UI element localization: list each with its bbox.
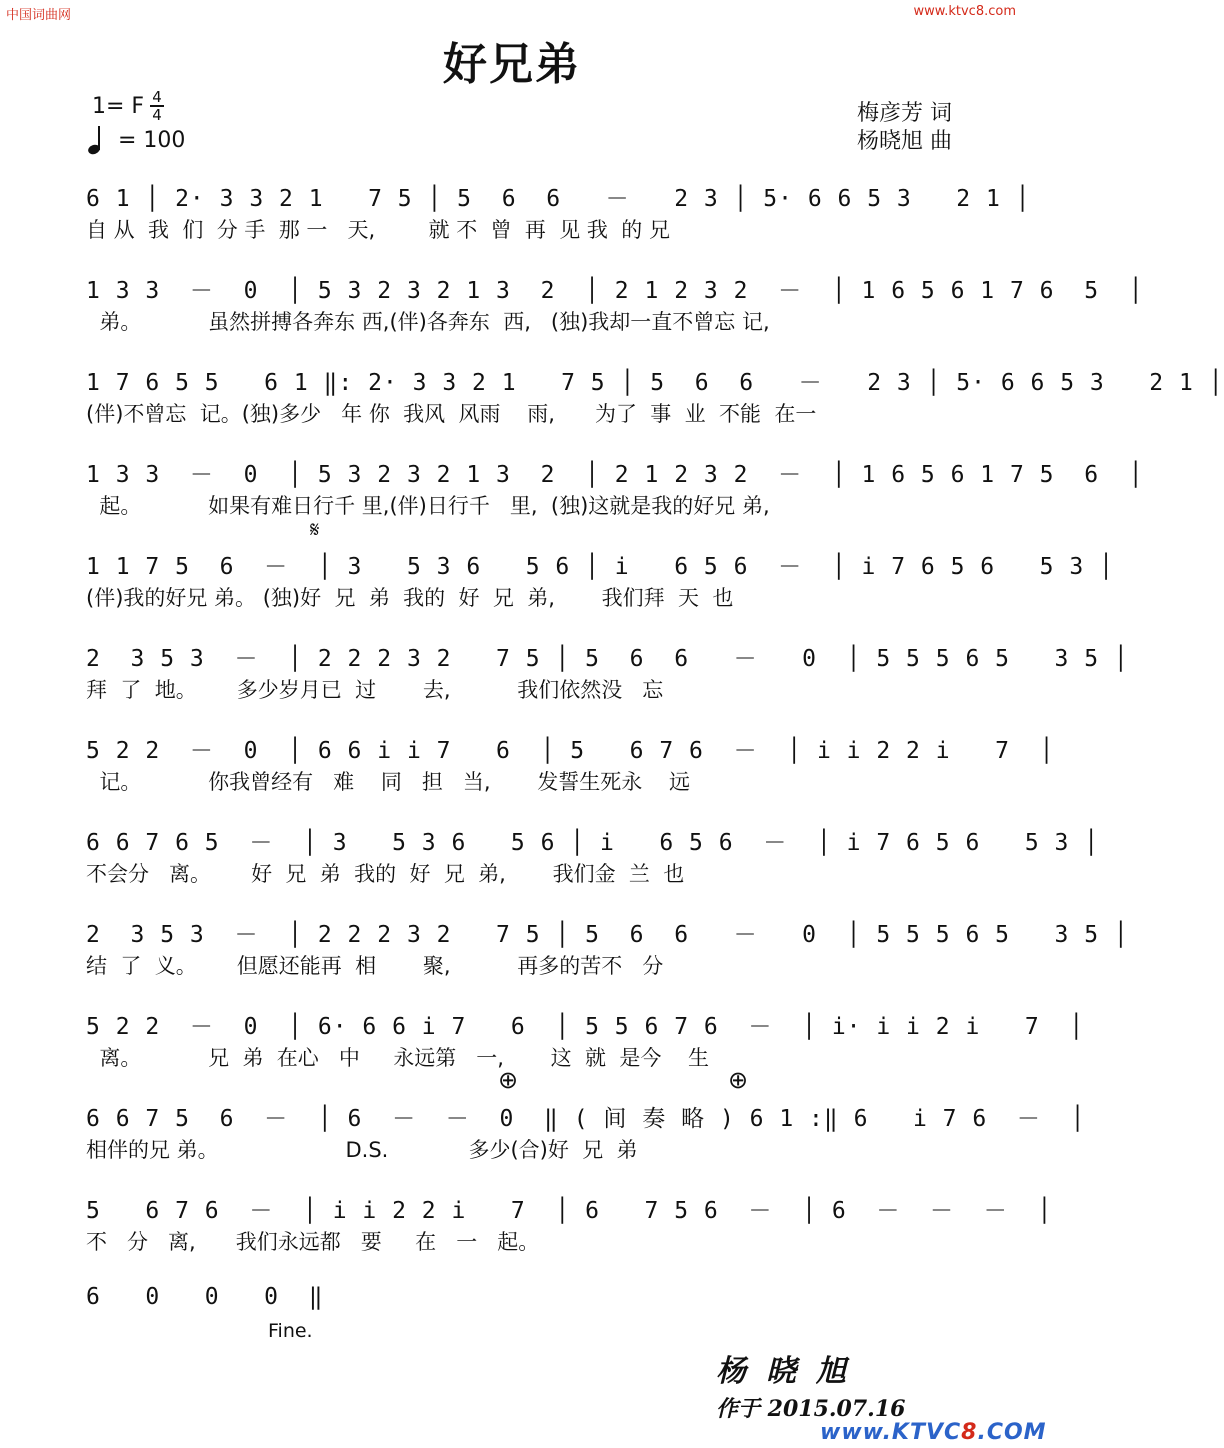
lyrics-line: 结 了 义。 但愿还能再 相 聚, 再多的苦不 分 <box>86 954 664 978</box>
notation-line: 5 6 7 6 － │ i i 2 2 i 7 │ 6 7 5 6 － │ 6 － － － │ <box>86 1198 1053 1224</box>
composer-credit: 杨晓旭 曲 <box>857 129 952 154</box>
tempo-value: = 100 <box>118 127 186 153</box>
notation-line: 1 3 3 － 0 │ 5 3 2 3 2 1 3 2 │ 2 1 2 3 2 － │ 1 6 5 6 1 7 5 6 │ <box>86 462 1144 488</box>
notation-line: 5 2 2 － 0 │ 6 6 i i 7 6 │ 5 6 7 6 － │ i i 2 2 i 7 │ <box>86 738 1055 764</box>
fine-marking: Fine. <box>268 1320 313 1342</box>
song-title: 好兄弟 <box>443 39 581 90</box>
notation-line: 6 1 │ 2· 3 3 2 1 7 5 │ 5 6 6 － 2 3 │ 5· 6 6 5 3 2 1 │ <box>86 186 1031 212</box>
time-signature <box>150 90 164 122</box>
notation-line: 1 1 7 5 6 － │ 3 5 3 6 5 6 │ i 6 5 6 － │ i 7 6 5 6 5 3 │ <box>86 554 1114 580</box>
notation-line: 2 3 5 3 － │ 2 2 2 3 2 7 5 │ 5 6 6 － 0 │ 5 5 5 6 5 3 5 │ <box>86 646 1129 672</box>
notation-line: 1 7 6 5 5 6 1 ‖: 2· 3 3 2 1 7 5 │ 5 6 6 － 2 3 │ 5· 6 6 5 3 2 1 │ <box>86 370 1224 396</box>
lyrics-line: 记。 你我曾经有 难 同 担 当, 发誓生死永 远 <box>86 770 690 794</box>
watermark-part: 8 <box>961 1420 978 1445</box>
lyricist-credit: 梅彦芳 词 <box>857 101 952 126</box>
time-signature-bottom: 4 <box>152 106 162 124</box>
site-name-left[interactable]: 中国词曲网 <box>6 8 72 23</box>
lyrics-line: 离。 兄 弟 在心 中 永远第 一, 这 就 是今 生 <box>86 1046 710 1070</box>
watermark-part: www.KTVC <box>820 1420 962 1445</box>
segno-sign: 𝄋 <box>310 518 320 543</box>
notation-line: 6 0 0 0 ‖ <box>86 1284 324 1310</box>
coda-sign: ⊕ <box>498 1066 519 1094</box>
time-signature-top: 4 <box>152 88 162 106</box>
coda-sign: ⊕ <box>728 1066 749 1094</box>
watermark-part: .COM <box>977 1420 1047 1445</box>
lyrics-line: 相伴的兄 弟。 D.S. 多少(合)好 兄 弟 <box>86 1138 638 1162</box>
notation-line: 5 2 2 － 0 │ 6· 6 6 i 7 6 │ 5 5 6 7 6 － │ i· i i 2 i 7 │ <box>86 1014 1085 1040</box>
lyrics-line: 拜 了 地。 多少岁月已 过 去, 我们依然没 忘 <box>86 678 664 702</box>
watermark-logo[interactable] <box>820 1420 1047 1445</box>
lyrics-line: (伴)我的好兄 弟。 (独)好 兄 弟 我的 好 兄 弟, 我们拜 天 也 <box>86 586 734 610</box>
tempo-marking <box>86 126 185 154</box>
notation-line: 6 6 7 5 6 － │ 6 － － 0 ‖ ( 间 奏 略 ) 6 1 :‖ 6 i 7 6 － │ <box>86 1106 1086 1132</box>
lyrics-line: (伴)不曾忘 记。(独)多少 年 你 我风 风雨 雨, 为了 事 业 不能 在一 <box>86 402 817 426</box>
lyrics-line: 弟。 虽然拼搏各奔东 西,(伴)各奔东 西, (独)我却一直不曾忘 记, <box>86 310 770 334</box>
site-url-right[interactable]: www.ktvc8.com <box>913 4 1016 19</box>
lyrics-line: 自 从 我 们 分 手 那 一 天, 就 不 曾 再 见 我 的 兄 <box>86 218 670 242</box>
quarter-note-icon <box>86 126 110 154</box>
notation-line: 2 3 5 3 － │ 2 2 2 3 2 7 5 │ 5 6 6 － 0 │ 5 5 5 6 5 3 5 │ <box>86 922 1129 948</box>
notation-line: 6 6 7 6 5 － │ 3 5 3 6 5 6 │ i 6 5 6 － │ i 7 6 5 6 5 3 │ <box>86 830 1100 856</box>
lyrics-line: 不 分 离, 我们永远都 要 在 一 起。 <box>86 1230 540 1254</box>
key-signature: 1= F <box>92 94 145 119</box>
notation-line: 1 3 3 － 0 │ 5 3 2 3 2 1 3 2 │ 2 1 2 3 2 － │ 1 6 5 6 1 7 6 5 │ <box>86 278 1144 304</box>
composer-signature: 杨晓旭 <box>716 1354 866 1389</box>
composition-date: 作于 2015.07.16 <box>716 1396 906 1422</box>
lyrics-line: 起。 如果有难日行千 里,(伴)日行千 里, (独)这就是我的好兄 弟, <box>86 494 770 518</box>
lyrics-line: 不会分 离。 好 兄 弟 我的 好 兄 弟, 我们金 兰 也 <box>86 862 685 886</box>
